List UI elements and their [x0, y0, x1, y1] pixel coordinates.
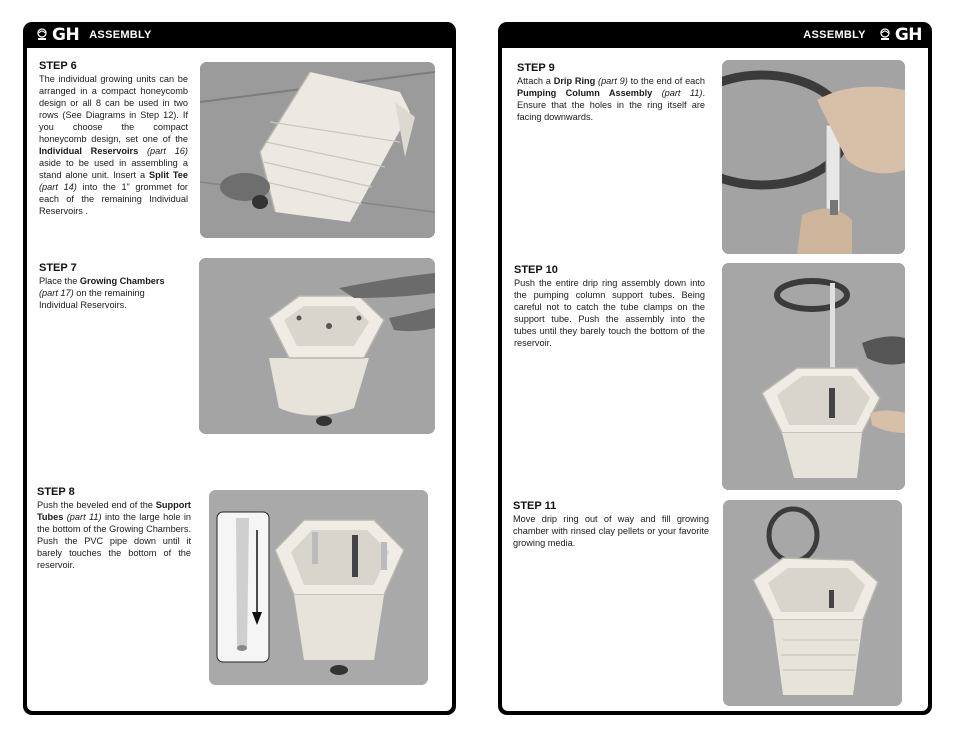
section-title: ASSEMBLY — [89, 29, 152, 41]
gh-logo — [878, 25, 922, 45]
step-10-title: STEP 10 — [514, 264, 558, 276]
gh-logo — [35, 25, 79, 45]
step-9-photo — [722, 60, 905, 254]
step-11-title: STEP 11 — [513, 500, 557, 512]
step-10-photo — [722, 263, 905, 490]
step-7 — [39, 262, 165, 311]
step-10 — [514, 264, 705, 349]
step-11-photo — [723, 500, 902, 706]
gh-logo-icon — [878, 28, 892, 42]
step-9 — [517, 62, 705, 123]
brand-text: GH — [894, 25, 922, 45]
left-header-bar — [23, 22, 456, 48]
section-title: ASSEMBLY — [803, 29, 866, 41]
step-11 — [513, 500, 709, 549]
step-7-photo — [199, 258, 435, 434]
brand-text: GH — [52, 25, 80, 45]
step-9-title: STEP 9 — [517, 62, 555, 74]
step-11-text: Move drip ring out of way and fill growing chamber with rinsed clay pellets or your favorite growing media. — [513, 514, 709, 548]
step-9-text: Attach a Drip Ring (part 9) to the end of each Pumping Column Assembly (part 11). Ensure that the holes in the ring itself are facing downwards. — [517, 76, 705, 122]
right-header-bar — [498, 22, 932, 48]
step-10-text: Push the entire drip ring assembly down into the pumping column support tubes. Being careful not to catch the tube clamps on the support tube. Push the assembly into the tubes until they barely touch the bottom of the reservoir. — [514, 278, 705, 348]
step-6-text: The individual growing units can be arranged in a compact honeycomb design or all 8 can be used in two rows (See Diagrams in Step 12). If you choose the compact honeycomb design, set one of the Individual Reservoirs (part 16) aside to be used in assembling a stand alone unit. Insert a Split Tee (part 14) into the 1” grommet for each of the remaining Individual Reservoirs . — [39, 74, 189, 216]
down-arrow-icon — [252, 530, 262, 625]
step-8 — [37, 486, 191, 571]
step-6-photo — [200, 62, 435, 238]
step-7-text: Place the Growing Chambers (part 17) on the remaining Individual Reservoirs. — [39, 276, 165, 310]
gh-logo-icon — [35, 28, 49, 42]
step-8-text: Push the beveled end of the Support Tubes (part 11) into the large hole in the bottom of the Growing Chambers. Push the PVC pipe down until it barely touches the bottom of the reservoir. — [37, 500, 191, 570]
step-8-title: STEP 8 — [37, 486, 75, 498]
step-6 — [39, 60, 188, 217]
step-8-photo — [209, 490, 428, 685]
step-7-title: STEP 7 — [39, 262, 77, 274]
step-6-title: STEP 6 — [39, 60, 77, 72]
